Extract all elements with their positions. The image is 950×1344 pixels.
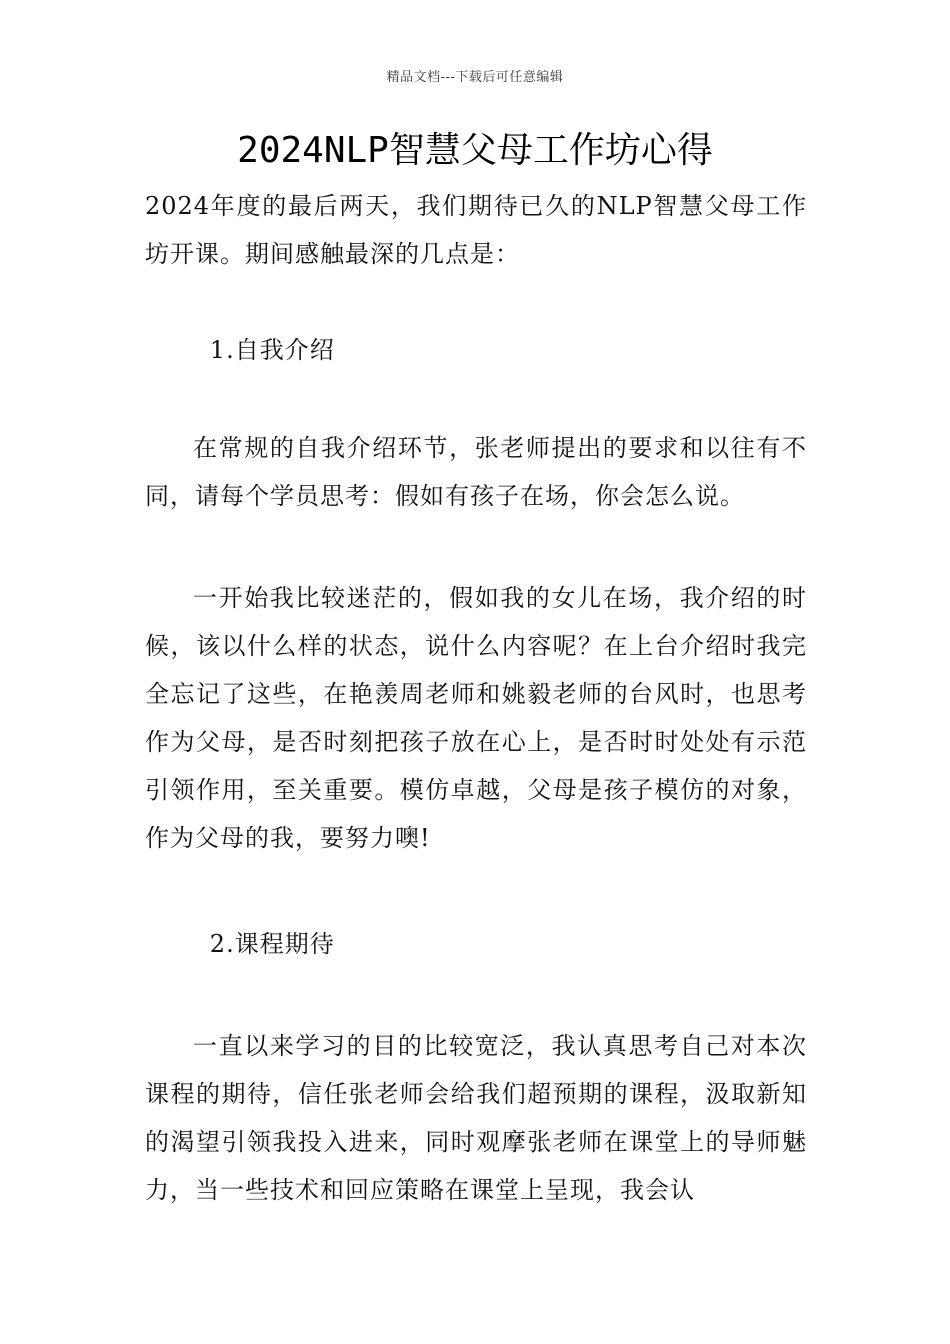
intro-paragraph <box>145 182 807 278</box>
section1-paragraph-1-text: 在常规的自我介绍环节，张老师提出的要求和以往有不同，请每个学员思考：假如有孩子在场，你会怎么说。 <box>145 434 807 510</box>
section2-heading <box>145 920 807 968</box>
section2-paragraph-1 <box>145 1022 807 1214</box>
section1-heading <box>145 326 807 374</box>
section1-heading-text: 1.自我介绍 <box>209 336 335 364</box>
page-header: 精品文档---下载后可任意编辑 <box>386 70 564 85</box>
document-title: 2024NLP智慧父母工作坊心得 <box>237 130 713 171</box>
section2-paragraph-1-text: 一直以来学习的目的比较宽泛，我认真思考自己对本次课程的期待，信任张老师会给我们超预期的课程，汲取新知的渴望引领我投入进来，同时观摩张老师在课堂上的导师魅力，当一些技术和回应策略在课堂上呈现，我会认 <box>145 1032 807 1204</box>
intro-text: 2024年度的最后两天，我们期待已久的NLP智慧父母工作坊开课。期间感触最深的几点是： <box>145 192 807 268</box>
section1-paragraph-2 <box>145 574 807 862</box>
section1-paragraph-2-text: 一开始我比较迷茫的，假如我的女儿在场，我介绍的时候，该以什么样的状态，说什么内容呢？在上台介绍时我完全忘记了这些，在艳羡周老师和姚毅老师的台风时，也思考作为父母，是否时刻把孩子放在心上，是否时时处处有示范引领作用，至关重要。模仿卓越，父母是孩子模仿的对象，作为父母的我，要努力噢! <box>145 584 807 852</box>
section2-heading-text: 2.课程期待 <box>209 930 335 958</box>
section1-paragraph-1 <box>145 424 807 520</box>
